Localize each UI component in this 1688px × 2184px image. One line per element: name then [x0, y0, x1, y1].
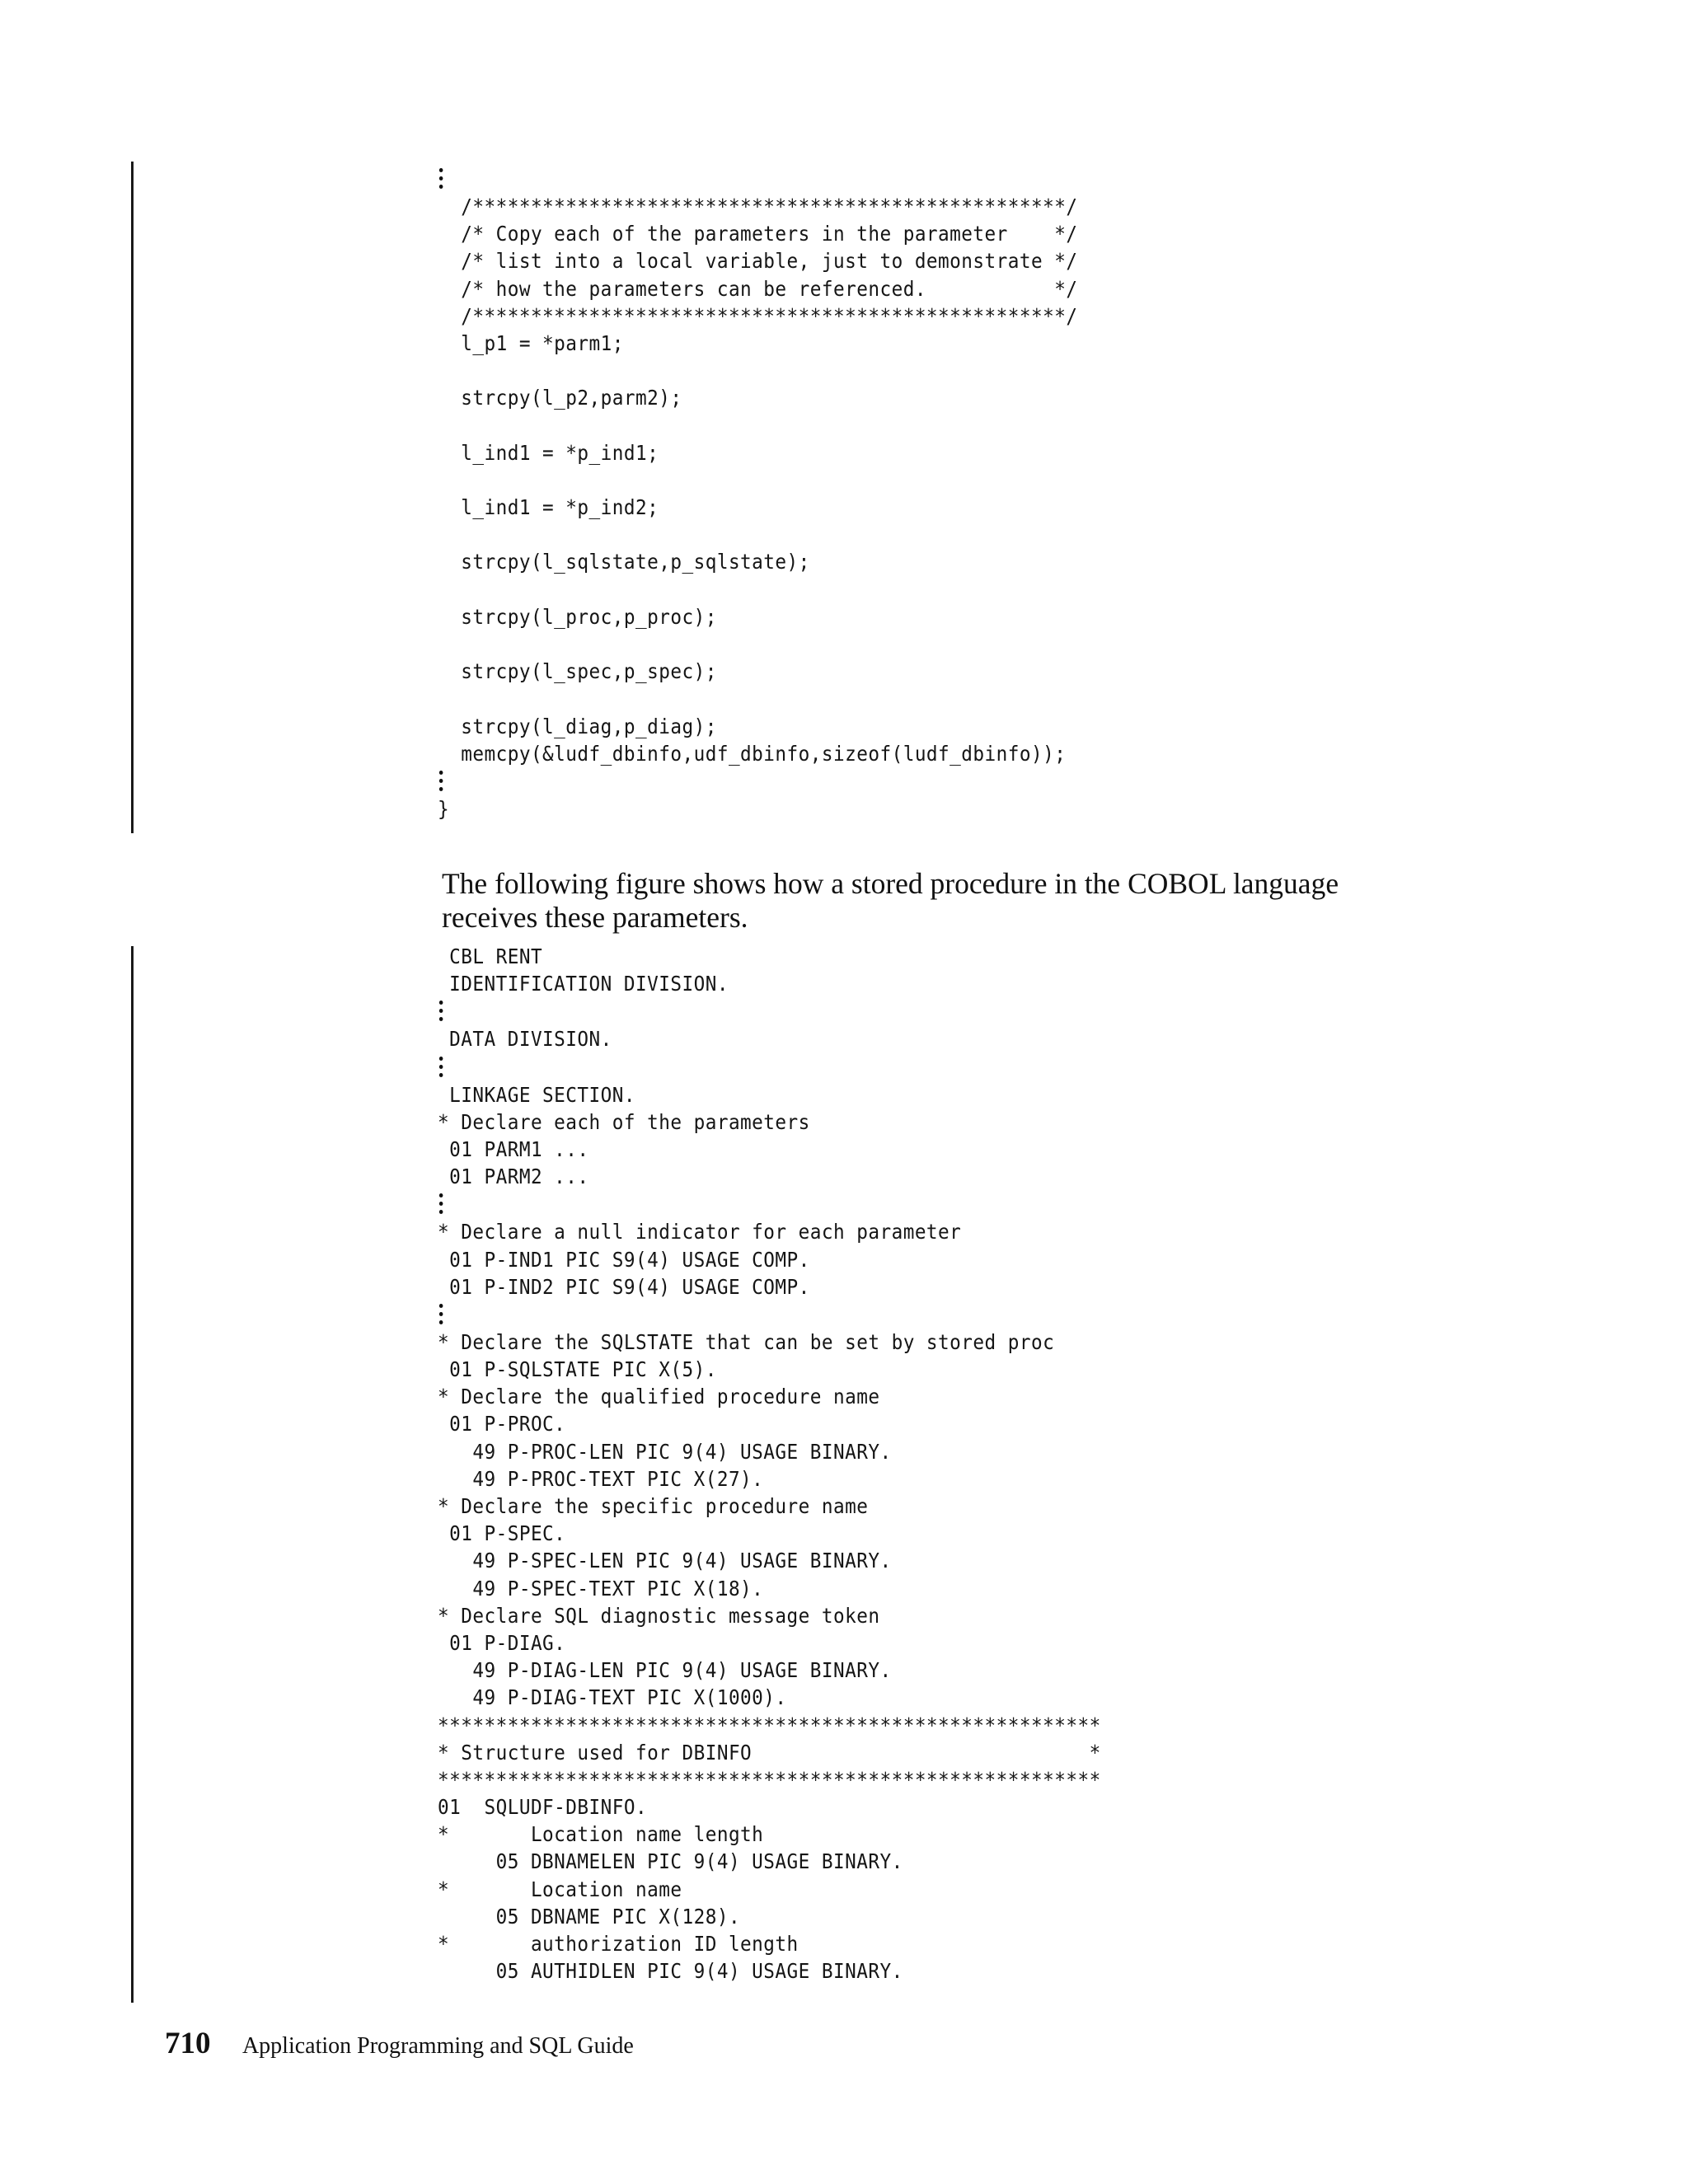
code-line: *********************************************************: [438, 1713, 1101, 1737]
code-blank-line: [438, 685, 1077, 712]
revision-bar-c-code: [131, 162, 134, 833]
code-line: l_ind1 = *p_ind2;: [438, 495, 659, 520]
book-title: Application Programming and SQL Guide: [241, 2033, 634, 2059]
code-line: strcpy(l_sqlstate,p_sqlstate);: [438, 550, 810, 574]
code-line: 01 P-PROC.: [438, 1412, 566, 1436]
page-footer: [165, 2026, 634, 2061]
page-number: 710: [165, 2027, 211, 2060]
code-blank-line: [438, 521, 1077, 548]
code-blank-line: [438, 630, 1077, 658]
code-line: * authorization ID length: [438, 1932, 799, 1956]
intro-paragraph: The following figure shows how a stored procedure in the COBOL language receives these parameters.: [442, 867, 1339, 934]
code-line: 01 P-SQLSTATE PIC X(5).: [438, 1357, 717, 1382]
code-blank-line: [438, 576, 1077, 603]
code-line: strcpy(l_p2,parm2);: [438, 386, 682, 410]
code-line: l_p1 = *parm1;: [438, 330, 624, 355]
code-blank-line: [438, 466, 1077, 494]
code-line: 49 P-PROC-TEXT PIC X(27).: [438, 1466, 764, 1491]
code-line: 05 AUTHIDLEN PIC 9(4) USAGE BINARY.: [438, 1959, 903, 1984]
code-line: 05 DBNAMELEN PIC 9(4) USAGE BINARY.: [438, 1849, 903, 1874]
code-line: }: [438, 796, 450, 821]
code-line: 49 P-SPEC-TEXT PIC X(18).: [438, 1576, 764, 1601]
code-line: 01 P-IND1 PIC S9(4) USAGE COMP.: [438, 1247, 810, 1272]
code-line: strcpy(l_proc,p_proc);: [438, 604, 717, 629]
code-line: LINKAGE SECTION.: [438, 1082, 636, 1107]
code-blank-line: [438, 357, 1077, 384]
code-line: CBL RENT: [438, 944, 543, 968]
code-line: /* list into a local variable, just to demonstrate */: [438, 249, 1078, 274]
code-line: * Declare each of the parameters: [438, 1109, 810, 1134]
code-line: /***************************************************/: [438, 303, 1078, 328]
code-line: strcpy(l_diag,p_diag);: [438, 714, 717, 738]
code-line: 49 P-DIAG-TEXT PIC X(1000).: [438, 1685, 787, 1710]
ellipsis-vertical-icon: [438, 1301, 1101, 1329]
code-line: 01 P-IND2 PIC S9(4) USAGE COMP.: [438, 1274, 810, 1299]
code-line: * Declare SQL diagnostic message token: [438, 1603, 880, 1628]
code-line: 01 P-SPEC.: [438, 1521, 566, 1546]
code-line: strcpy(l_spec,p_spec);: [438, 659, 717, 684]
code-line: l_ind1 = *p_ind1;: [438, 440, 659, 465]
code-line: * Location name: [438, 1877, 682, 1901]
code-line: *********************************************************: [438, 1767, 1101, 1792]
code-line: 49 P-PROC-LEN PIC 9(4) USAGE BINARY.: [438, 1439, 892, 1464]
code-line: 05 DBNAME PIC X(128).: [438, 1904, 741, 1929]
code-line: /***************************************************/: [438, 194, 1078, 218]
code-line: /* how the parameters can be referenced. */: [438, 276, 1078, 301]
code-line: * Structure used for DBINFO *: [438, 1740, 1101, 1765]
code-line: 01 PARM1 ...: [438, 1137, 589, 1161]
code-line: * Declare a null indicator for each parameter: [438, 1220, 962, 1244]
code-line: 01 PARM2 ...: [438, 1165, 589, 1189]
ellipsis-vertical-icon: [438, 1190, 1101, 1218]
code-line: 01 SQLUDF-DBINFO.: [438, 1795, 648, 1820]
code-line: memcpy(&ludf_dbinfo,udf_dbinfo,sizeof(ludf_dbinfo));: [438, 741, 1067, 766]
code-line: /* Copy each of the parameters in the parameter */: [438, 222, 1078, 246]
ellipsis-vertical-icon: [438, 165, 1077, 193]
code-line: 49 P-DIAG-LEN PIC 9(4) USAGE BINARY.: [438, 1658, 892, 1683]
code-line: 49 P-SPEC-LEN PIC 9(4) USAGE BINARY.: [438, 1549, 892, 1573]
code-line: * Declare the SQLSTATE that can be set by stored proc: [438, 1329, 1055, 1354]
code-line: * Declare the specific procedure name: [438, 1494, 869, 1518]
ellipsis-vertical-icon: [438, 767, 1077, 795]
c-code-listing: [438, 165, 1077, 823]
code-line: IDENTIFICATION DIVISION.: [438, 972, 729, 996]
code-line: DATA DIVISION.: [438, 1027, 612, 1052]
code-line: * Declare the qualified procedure name: [438, 1385, 880, 1409]
ellipsis-vertical-icon: [438, 1053, 1101, 1081]
code-line: * Location name length: [438, 1822, 764, 1847]
ellipsis-vertical-icon: [438, 997, 1101, 1025]
revision-bar-cobol-code: [131, 946, 134, 2003]
code-blank-line: [438, 412, 1077, 439]
cobol-code-listing: [438, 943, 1101, 1985]
code-line: 01 P-DIAG.: [438, 1630, 566, 1655]
